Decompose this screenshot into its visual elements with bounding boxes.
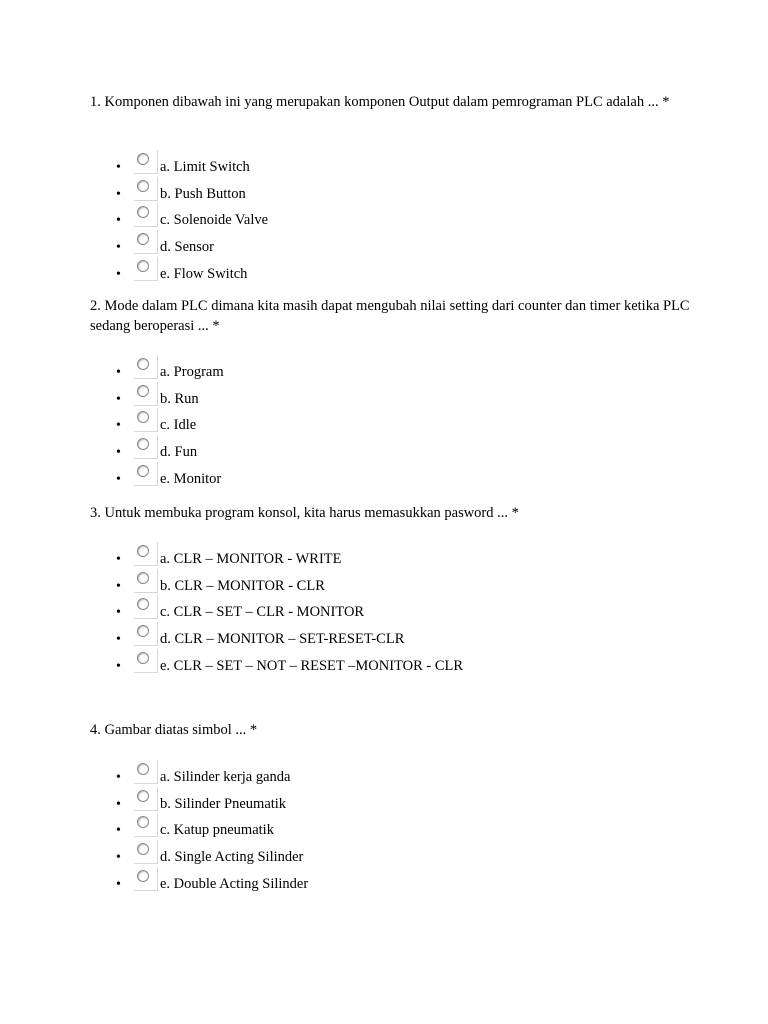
radio-button[interactable] <box>137 843 149 855</box>
radio-button[interactable] <box>137 790 149 802</box>
bullet: • <box>116 632 121 648</box>
radio-button[interactable] <box>137 545 149 557</box>
radio-button[interactable] <box>137 816 149 828</box>
radio-frame <box>134 542 158 566</box>
radio-frame <box>134 787 158 811</box>
bullet: • <box>116 552 121 567</box>
radio-frame <box>134 435 158 459</box>
radio-frame <box>134 622 158 646</box>
radio-frame <box>134 569 158 593</box>
radio-frame <box>134 382 158 406</box>
bullet: • <box>116 365 121 380</box>
radio-button[interactable] <box>137 598 149 610</box>
option-label: d. Sensor <box>160 239 214 256</box>
radio-button[interactable] <box>137 652 149 664</box>
radio-frame <box>134 760 158 784</box>
question-3-text: 3. Untuk membuka program konsol, kita harus memasukkan pasword ... * <box>90 505 519 521</box>
radio-button[interactable] <box>137 358 149 370</box>
option-label: e. Double Acting Silinder <box>160 875 309 892</box>
option-label: a. Program <box>160 364 224 380</box>
radio-button[interactable] <box>137 385 149 397</box>
bullet: • <box>116 823 121 839</box>
bullet: • <box>116 391 121 407</box>
bullet: • <box>116 850 121 866</box>
question-4-text: 4. Gambar diatas simbol ... * <box>90 722 258 738</box>
bullet: • <box>116 266 121 282</box>
option-label: c. Idle <box>160 417 197 434</box>
bullet: • <box>116 471 121 487</box>
question-1-text: 1. Komponen dibawah ini yang merupakan komponen Output dalam pemrograman PLC adalah ... * <box>90 94 670 110</box>
option-label: e. CLR – SET – NOT – RESET –MONITOR - CLR <box>160 657 464 674</box>
bullet: • <box>116 213 121 229</box>
radio-button[interactable] <box>137 438 149 450</box>
radio-button[interactable] <box>137 763 149 775</box>
radio-button[interactable] <box>137 233 149 245</box>
option-label: c. Solenoide Valve <box>160 212 269 229</box>
option-label: b. Push Button <box>160 185 246 202</box>
radio-frame <box>134 230 158 254</box>
radio-frame <box>134 177 158 201</box>
radio-button[interactable] <box>137 260 149 272</box>
radio-frame <box>134 462 158 486</box>
option-label: a. Limit Switch <box>160 159 250 175</box>
bullet: • <box>116 445 121 461</box>
radio-frame <box>134 257 158 281</box>
bullet: • <box>116 605 121 621</box>
option-label: b. Run <box>160 390 199 407</box>
bullet: • <box>116 770 121 785</box>
option-label: d. Fun <box>160 444 198 461</box>
question-2-text: 2. Mode dalam PLC dimana kita masih dapat mengubah nilai setting dari counter dan timer ketika PLC sedang beroperasi ... * <box>90 298 690 334</box>
bullet: • <box>116 418 121 434</box>
question-1 <box>90 92 690 112</box>
option-label: b. Silinder Pneumatik <box>160 795 287 812</box>
radio-frame <box>134 408 158 432</box>
radio-frame <box>134 813 158 837</box>
radio-button[interactable] <box>137 625 149 637</box>
option-label: d. CLR – MONITOR – SET-RESET-CLR <box>160 631 405 648</box>
option-label: b. CLR – MONITOR - CLR <box>160 577 325 594</box>
radio-button[interactable] <box>137 572 149 584</box>
option-label: c. Katup pneumatik <box>160 822 274 839</box>
radio-frame <box>134 595 158 619</box>
option-label: d. Single Acting Silinder <box>160 849 304 866</box>
option-label: c. CLR – SET – CLR - MONITOR <box>160 604 365 621</box>
radio-frame <box>134 649 158 673</box>
question-4 <box>90 720 690 740</box>
bullet: • <box>116 796 121 812</box>
radio-button[interactable] <box>137 180 149 192</box>
option-label: a. Silinder kerja ganda <box>160 769 291 785</box>
bullet: • <box>116 160 121 175</box>
bullet: • <box>116 578 121 594</box>
radio-frame <box>134 203 158 227</box>
question-3 <box>90 503 690 523</box>
radio-button[interactable] <box>137 206 149 218</box>
bullet: • <box>116 876 121 892</box>
radio-frame <box>134 150 158 174</box>
option-label: a. CLR – MONITOR - WRITE <box>160 551 342 567</box>
radio-button[interactable] <box>137 411 149 423</box>
bullet: • <box>116 186 121 202</box>
radio-frame <box>134 840 158 864</box>
radio-button[interactable] <box>137 465 149 477</box>
radio-frame <box>134 867 158 891</box>
radio-button[interactable] <box>137 870 149 882</box>
option-label: e. Flow Switch <box>160 265 248 282</box>
question-2 <box>90 296 690 336</box>
option-label: e. Monitor <box>160 470 222 487</box>
radio-button[interactable] <box>137 153 149 165</box>
bullet: • <box>116 240 121 256</box>
radio-frame <box>134 355 158 379</box>
bullet: • <box>116 658 121 674</box>
